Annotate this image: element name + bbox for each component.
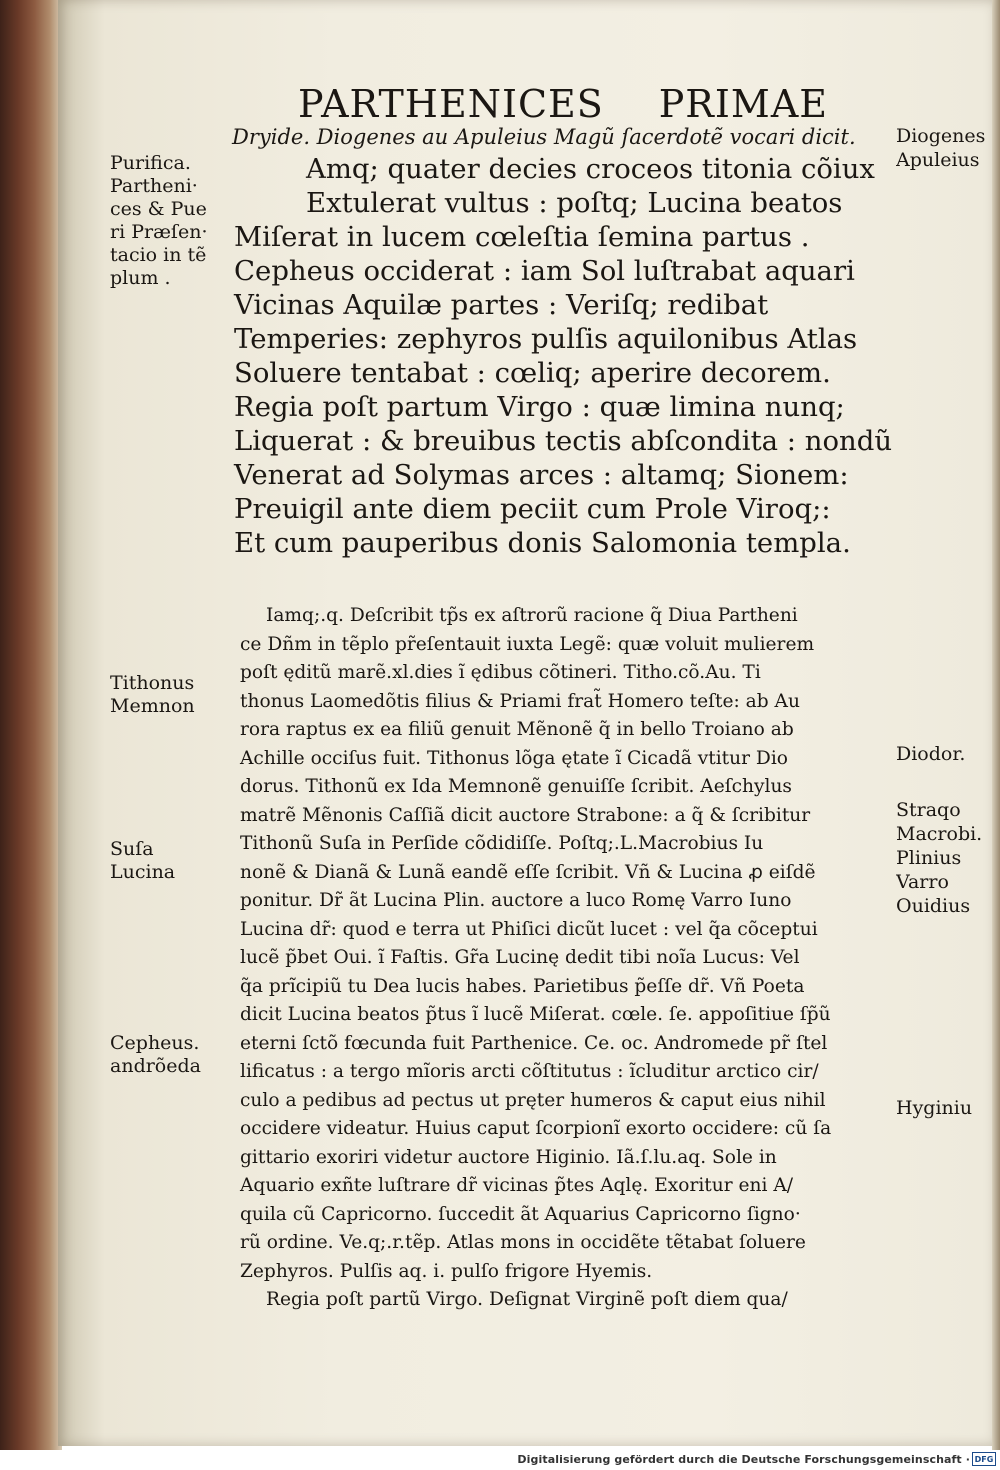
verse-line: Cepheus occiderat : iam Sol luſtrabat aquari bbox=[234, 255, 855, 287]
margin-line: Purifica. bbox=[110, 152, 191, 174]
commentary-line: rũ ordine. Ve.q;.r.tẽp. Atlas mons in occidẽte tẽtabat ſoluere bbox=[240, 1232, 806, 1253]
commentary-line: Aquario exñte luſtrare dr̃ vicinas p̃tes Aqlę. Exoritur eni A/ bbox=[240, 1175, 794, 1196]
verse-line: Et cum pauperibus donis Salomonia templa. bbox=[234, 527, 851, 559]
verse-line: Amq; quater decies croceos titonia cõiux bbox=[306, 153, 875, 185]
commentary-line: ponitur. Dr̃ ãt Lucina Plin. auctore a luco Romę Varro Iuno bbox=[240, 890, 792, 911]
verse-line: Extulerat vultus : poſtq; Lucina beatos bbox=[306, 187, 843, 219]
commentary-block bbox=[240, 602, 900, 1315]
commentary-line: eterni ſctõ fœcunda fuit Parthenice. Ce. oc. Andromede pr̃ ſtel bbox=[240, 1032, 828, 1054]
right-margin-note bbox=[896, 124, 996, 172]
commentary-line: Zephyros. Pulſis aq. i. pulſo frigore Hyemis. bbox=[240, 1260, 653, 1282]
verse-line: Soluere tentabat : cœliq; aperire decorem. bbox=[234, 357, 831, 389]
book-binding-left bbox=[0, 0, 62, 1450]
margin-line: Hyginiu bbox=[896, 1097, 973, 1119]
verse-line: Temperies: zephyros pulſis aquilonibus Atlas bbox=[234, 323, 858, 355]
commentary-line: lificatus : a tergo mĩoris arcti cõſtitutus : ĩcluditur arctico cir/ bbox=[240, 1061, 819, 1082]
commentary-line: nonẽ & Dianã & Lunã eandẽ eſſe ſcribit. Vñ & Lucina ꝓ eiſdẽ bbox=[240, 861, 816, 883]
footer-credit: Digitalisierung gefördert durch die Deutsche Forschungsgemeinschaft · bbox=[517, 1453, 970, 1466]
margin-line: andrõeda bbox=[110, 1055, 201, 1077]
verse-line: Liquerat : & breuibus tectis abſcondita : nondũ bbox=[234, 425, 893, 457]
commentary-line: gittario exoriri videtur auctore Higinio. Iã.ſ.lu.aq. Sole in bbox=[240, 1146, 777, 1168]
margin-line: ri Præſen· bbox=[110, 221, 208, 243]
margin-line: Suſa bbox=[110, 838, 154, 860]
commentary-line: poſt ęditũ marẽ.xl.dies ĩ ędibus cõtineri. Titho.cõ.Au. Ti bbox=[240, 662, 761, 683]
margin-line: Apuleius bbox=[896, 149, 980, 171]
verse-line: Miſerat in lucem cœleſtia ſemina partus . bbox=[234, 221, 810, 253]
margin-line: Diodor. bbox=[896, 743, 966, 765]
left-margin-note bbox=[110, 672, 235, 718]
commentary-line: lucẽ p̃bet Oui. ĩ Faſtis. Gr̃a Lucinę dedit tibi noĩa Lucus: Vel bbox=[240, 947, 800, 968]
margin-line: Memnon bbox=[110, 695, 195, 717]
left-margin-note bbox=[110, 838, 235, 884]
margin-line: Partheni· bbox=[110, 175, 198, 197]
commentary-line: Lucina dr̃: quod e terra ut Phiſici dicũt lucet : vel q̃a cõceptui bbox=[240, 918, 818, 940]
verse-line: Vicinas Aquilæ partes : Veriſq; redibat bbox=[234, 289, 769, 321]
margin-line: Straqo bbox=[896, 799, 961, 821]
margin-line: ces & Pue bbox=[110, 198, 207, 220]
margin-line: Macrobi. bbox=[896, 823, 983, 845]
commentary-line: ce Dñm in tẽplo pr̃eſentauit iuxta Legẽ: quæ voluit mulierem bbox=[240, 633, 815, 655]
commentary-line: dicit Lucina beatos p̃tus ĩ lucẽ Miſerat. cœle. ſe. appoſitiue ſp̃ũ bbox=[240, 1004, 831, 1025]
header-right: PRIMAE bbox=[658, 82, 828, 126]
margin-line: Cepheus. bbox=[110, 1032, 200, 1054]
left-margin-note bbox=[110, 152, 235, 290]
commentary-line: quila cũ Capricorno. ſuccedit ãt Aquarius Capricorno ſigno· bbox=[240, 1203, 801, 1225]
margin-line: Varro bbox=[896, 871, 949, 893]
verse-line: Venerat ad Solymas arces : altamq; Sionem: bbox=[234, 459, 849, 491]
margin-line: Diogenes bbox=[896, 125, 986, 147]
commentary-line: occidere videatur. Huius caput ſcorpionĩ exorto occidere: cũ ſa bbox=[240, 1118, 832, 1139]
margin-line: plum . bbox=[110, 267, 171, 289]
commentary-line: dorus. Tithonũ ex Ida Memnonẽ genuiſſe ſcribit. Aeſchylus bbox=[240, 776, 792, 797]
margin-line: Tithonus bbox=[110, 672, 195, 694]
commentary-line: rora raptus ex ea filiũ genuit Mẽnonẽ q̃ in bello Troiano ab bbox=[240, 719, 794, 740]
header-left: PARTHENICES bbox=[298, 82, 604, 126]
verse-block bbox=[234, 152, 894, 560]
commentary-line: Achille occiſus fuit. Tithonus lõga ętate ĩ Cicadã vtitur Dio bbox=[240, 747, 788, 769]
commentary-line: matrẽ Mẽnonis Caſſiã dicit auctore Strabone: a q̃ & ſcribitur bbox=[240, 804, 811, 826]
right-margin-note bbox=[896, 798, 996, 918]
commentary-line: thonus Laomedõtis filius & Priami frat̃ Homero teſte: ab Au bbox=[240, 690, 800, 712]
commentary-line: q̃a prĩcipiũ tu Dea lucis habes. Parietibus p̃eſſe dr̃. Vñ Poeta bbox=[240, 975, 805, 997]
left-margin-note bbox=[110, 1032, 235, 1078]
margin-line: tacio in tẽ bbox=[110, 244, 207, 266]
commentary-line: Tithonũ Suſa in Perſide cõdidiſſe. Poſtq;.L.Macrobius Iu bbox=[240, 833, 764, 854]
book-edge-right bbox=[992, 0, 1000, 1450]
margin-line: Ouidius bbox=[896, 895, 971, 917]
right-margin-note bbox=[896, 1096, 996, 1120]
verse-line: Regia poſt partum Virgo : quæ limina nunq; bbox=[234, 391, 845, 423]
commentary-line: Regia poſt partũ Virgo. Deſignat Virginẽ poſt diem qua/ bbox=[266, 1289, 788, 1310]
right-margin-note bbox=[896, 742, 996, 766]
verse-line: Preuigil ante diem peciit cum Prole Viroq;: bbox=[234, 493, 831, 525]
margin-line: Plinius bbox=[896, 847, 962, 869]
subheader-line: Dryide. Diogenes au Apuleius Magũ ſacerdotẽ vocari dicit. bbox=[232, 125, 856, 149]
dfg-logo: DFG bbox=[972, 1452, 996, 1466]
commentary-line: culo a pedibus ad pectus ut pręter humeros & caput eius nihil bbox=[240, 1089, 826, 1111]
margin-line: Lucina bbox=[110, 861, 176, 883]
commentary-line: Iamq;.q. Deſcribit tp̃s ex aſtrorũ racione q̃ Diua Partheni bbox=[266, 605, 798, 626]
page-header bbox=[298, 82, 828, 126]
